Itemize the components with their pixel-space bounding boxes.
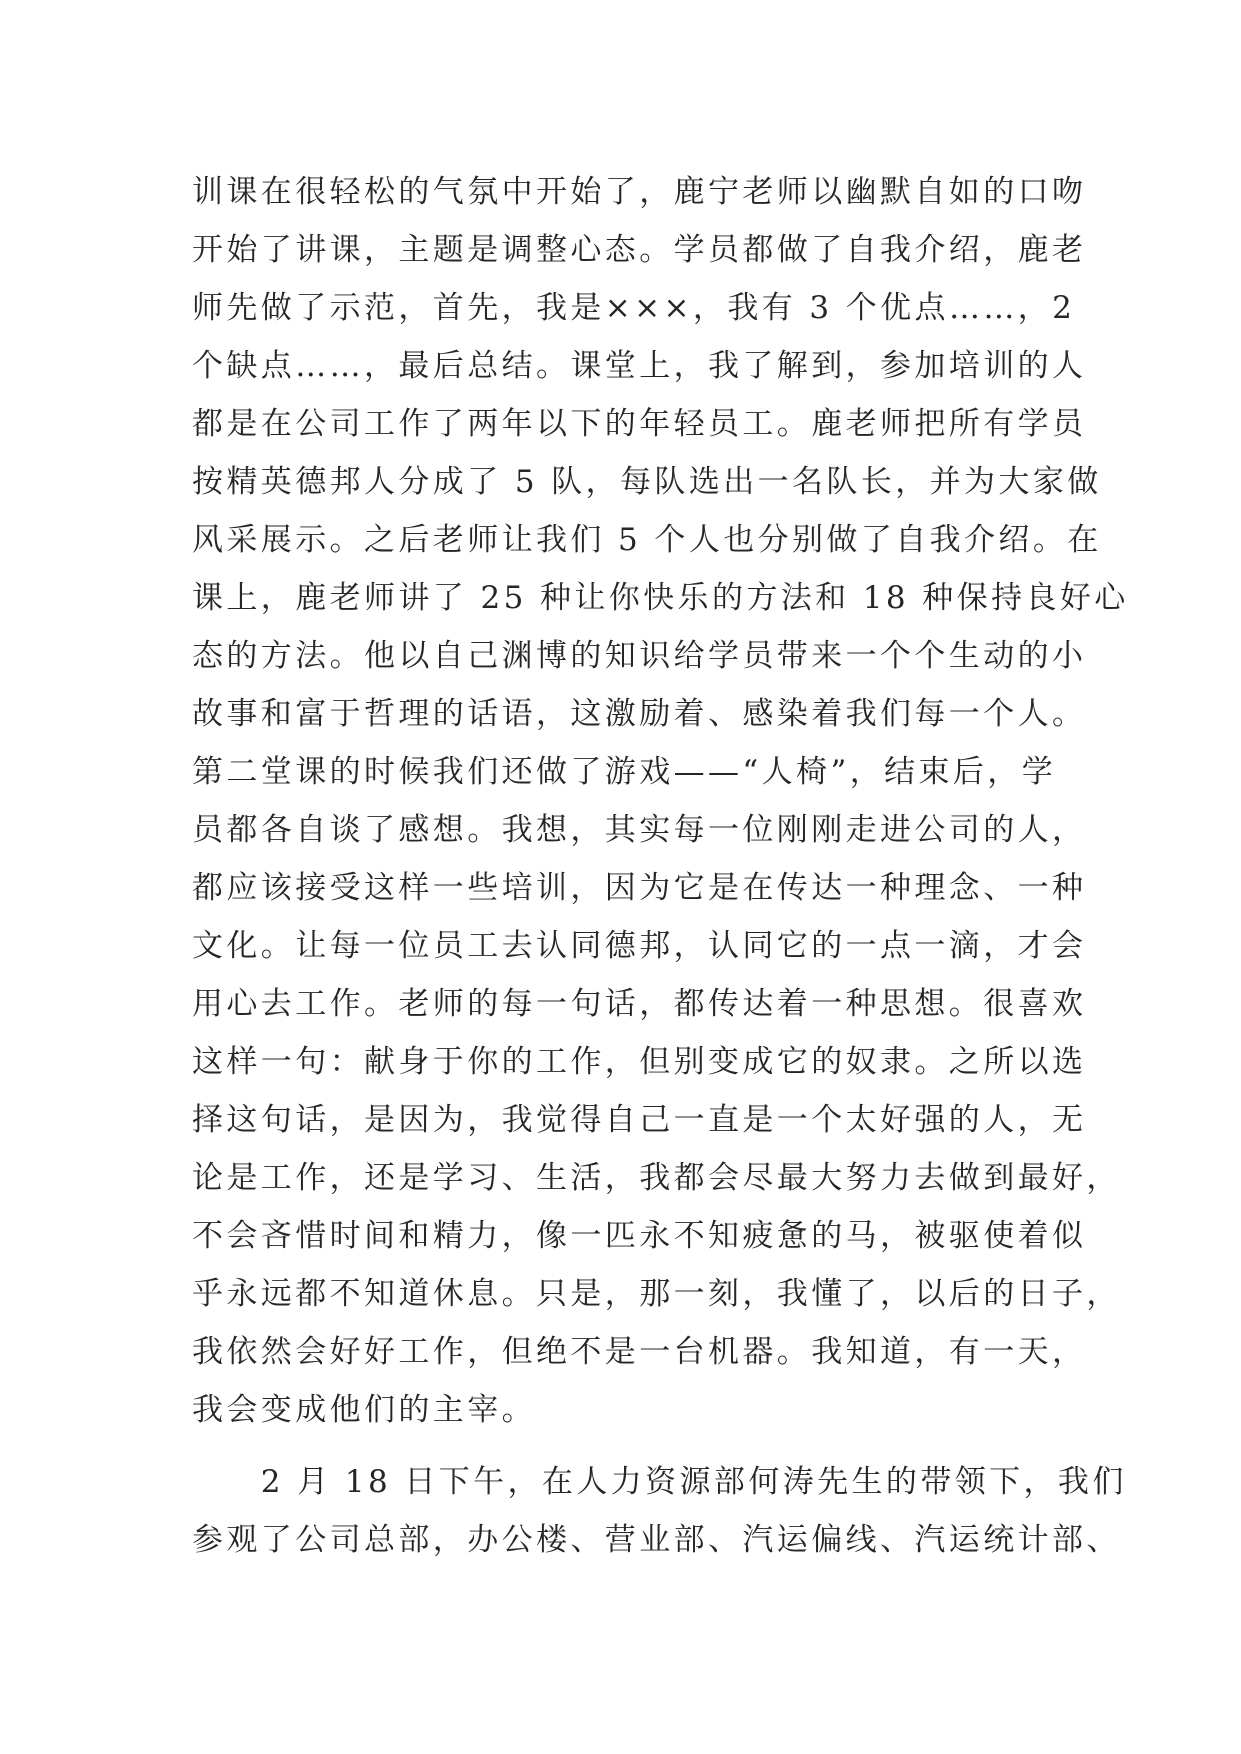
text-line: 我依然会好好工作，但绝不是一台机器。我知道，有一天， bbox=[192, 1334, 1087, 1370]
text-line: 2 月 18 日下午，在人力资源部何涛先生的带领下，我们 bbox=[192, 1464, 1127, 1500]
text-line: 按精英德邦人分成了 5 队，每队选出一名队长，并为大家做 bbox=[192, 464, 1102, 500]
text-line: 我会变成他们的主宰。 bbox=[192, 1392, 536, 1428]
paragraph-gap bbox=[192, 1439, 1072, 1453]
text-line: 参观了公司总部，办公楼、营业部、汽运偏线、汽运统计部、 bbox=[192, 1522, 1121, 1558]
text-line: 乎永远都不知道休息。只是，那一刻，我懂了，以后的日子， bbox=[192, 1276, 1121, 1312]
text-line: 不会吝惜时间和精力，像一匹永不知疲惫的马，被驱使着似 bbox=[192, 1218, 1087, 1254]
text-line: 这样一句：献身于你的工作，但别变成它的奴隶。之所以选 bbox=[192, 1044, 1087, 1080]
text-line: 故事和富于哲理的话语，这激励着、感染着我们每一个人。 bbox=[192, 696, 1087, 732]
text-line: 都应该接受这样一些培训，因为它是在传达一种理念、一种 bbox=[192, 870, 1087, 906]
text-line: 训课在很轻松的气氛中开始了，鹿宁老师以幽默自如的口吻 bbox=[192, 174, 1087, 210]
text-line: 态的方法。他以自己渊博的知识给学员带来一个个生动的小 bbox=[192, 638, 1087, 674]
text-line: 课上，鹿老师讲了 25 种让你快乐的方法和 18 种保持良好心 bbox=[192, 580, 1129, 616]
text-line: 风采展示。之后老师让我们 5 个人也分别做了自我介绍。在 bbox=[192, 522, 1102, 558]
text-line: 师先做了示范，首先，我是×××，我有 3 个优点……，2 bbox=[192, 290, 1076, 326]
text-line: 择这句话，是因为，我觉得自己一直是一个太好强的人，无 bbox=[192, 1102, 1087, 1138]
text-line: 开始了讲课，主题是调整心态。学员都做了自我介绍，鹿老 bbox=[192, 232, 1087, 268]
body-text bbox=[192, 163, 1129, 1569]
text-line: 都是在公司工作了两年以下的年轻员工。鹿老师把所有学员 bbox=[192, 406, 1087, 442]
text-line: 员都各自谈了感想。我想，其实每一位刚刚走进公司的人， bbox=[192, 812, 1087, 848]
paragraph-1 bbox=[192, 163, 1129, 1439]
text-line: 论是工作，还是学习、生活，我都会尽最大努力去做到最好， bbox=[192, 1160, 1121, 1196]
text-line: 个缺点……，最后总结。课堂上，我了解到，参加培训的人 bbox=[192, 348, 1087, 384]
text-line: 第二堂课的时候我们还做了游戏——“人椅”，结束后，学 bbox=[192, 754, 1057, 790]
text-line: 用心去工作。老师的每一句话，都传达着一种思想。很喜欢 bbox=[192, 986, 1087, 1022]
text-line: 文化。让每一位员工去认同德邦，认同它的一点一滴，才会 bbox=[192, 928, 1087, 964]
paragraph-2 bbox=[192, 1453, 1127, 1569]
